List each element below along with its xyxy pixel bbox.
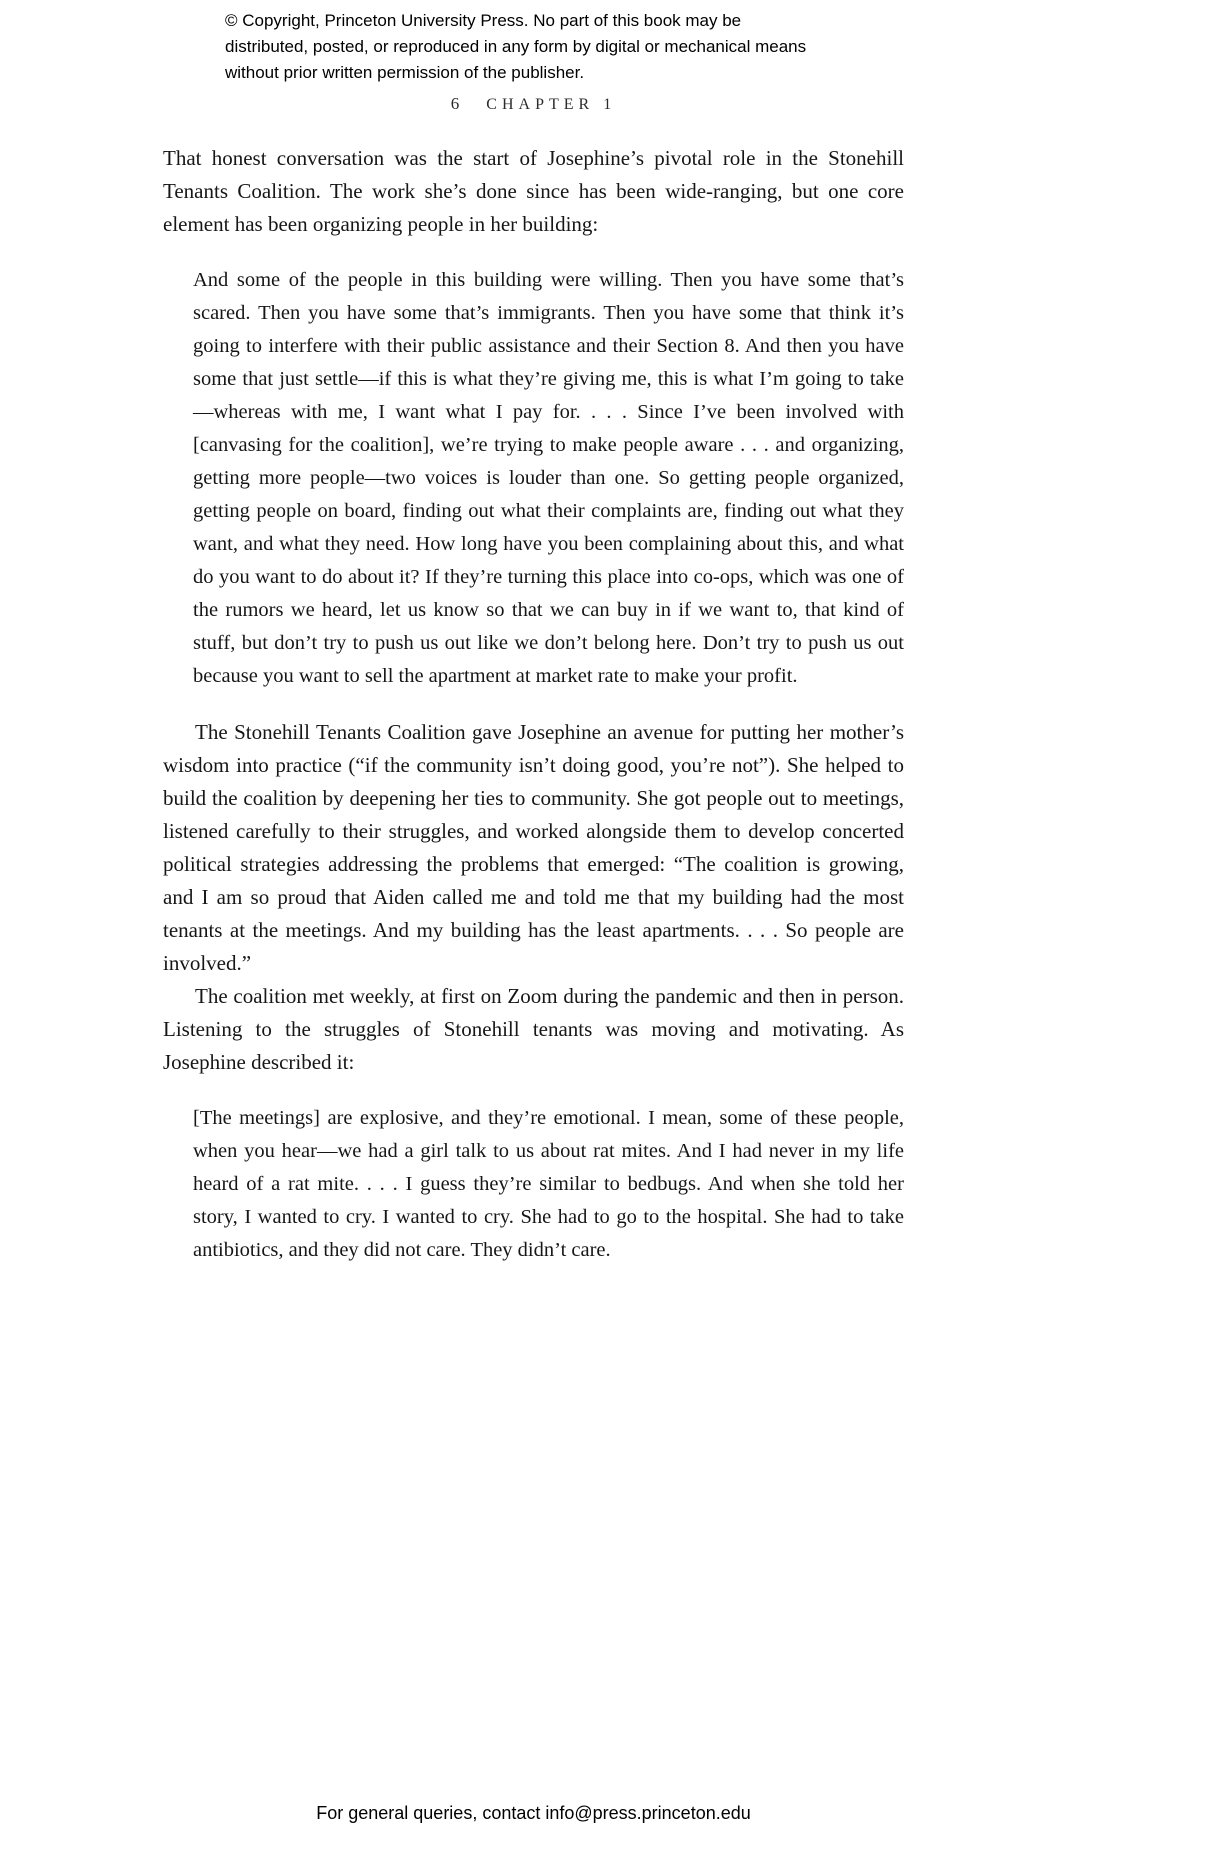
text-block [163, 94, 904, 1290]
paragraph-intro: That honest conversation was the start of Josephine’s pivotal role in the Stonehill Tenants Coalition. The work she’s done since has been wide-ranging, but one core element has been organizing people in her building: [163, 146, 904, 236]
page-number: 6 [450, 94, 461, 113]
block-quote-organizing: And some of the people in this building were willing. Then you have some that’s scared. Then you have some that’s immigrants. Then you have some that think it’s going to interfere with their public assistance and their Section 8. And then you have some that just settle—if this is what they’re giving me, this is what I’m going to take—whereas with me, I want what I pay for. . . . Since I’ve been involved with [canvasing for the coalition], we’re trying to make people aware . . . and organizing, getting more people—two voices is louder than one. So getting people organized, getting people on board, finding out what their complaints are, finding out what they want, and what they need. How long have you been complaining about this, and what do you want to do about it? If they’re turning this place into co-ops, which was one of the rumors we heard, let us know so that we can buy in if we want to, that kind of stuff, but don’t try to push us out like we don’t belong here. Don’t try to push us out because you want to sell the apartment at market rate to make your profit. [193, 269, 904, 687]
block-quote-meetings: [The meetings] are explosive, and they’re emotional. I mean, some of these people, when you hear—we had a girl talk to us about rat mites. And I had never in my life heard of a rat mite. . . . I guess they’re similar to bedbugs. And when she told her story, I wanted to cry. I wanted to cry. She had to go to the hospital. She had to take antibiotics, and they did not care. They didn’t care. [193, 1107, 904, 1261]
chapter-label: CHAPTER 1 [486, 96, 617, 113]
running-head [163, 94, 904, 114]
copyright-notice: © Copyright, Princeton University Press. No part of this book may be distributed, posted, or reproduced in any form by digital or mechanical means without prior written permission of the publisher. [225, 11, 807, 82]
paragraph-coalition: The Stonehill Tenants Coalition gave Josephine an avenue for putting her mother’s wisdom into practice (“if the community isn’t doing good, you’re not”). She helped to build the coalition by deepening her ties to community. She got people out to meetings, listened carefully to their struggles, and worked alongside them to develop concerted political strategies addressing the problems that emerged: “The coalition is growing, and I am so proud that Aiden called me and told me that my building had the most tenants at the meetings. And my building has the least apartments. . . . So people are involved.” [163, 720, 904, 975]
paragraph-weekly-meetings: The coalition met weekly, at first on Zoom during the pandemic and then in person. Listening to the struggles of Stonehill tenants was moving and motivating. As Josephine described it: [163, 984, 904, 1074]
footer-query-contact: For general queries, contact info@press.princeton.edu [316, 1803, 751, 1823]
